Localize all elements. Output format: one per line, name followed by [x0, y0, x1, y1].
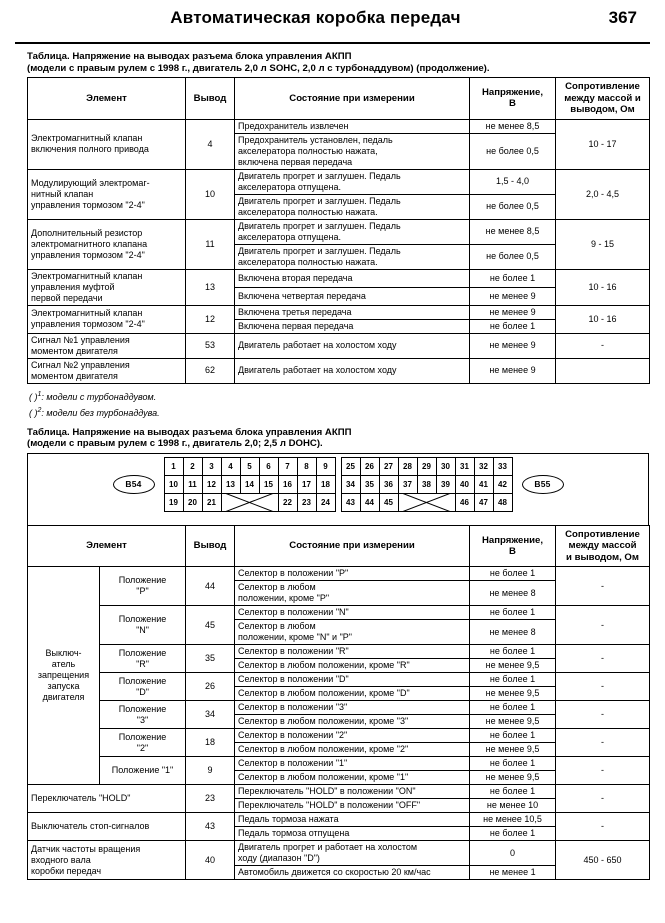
pin-cell: 6: [259, 457, 278, 475]
cell-condition: Педаль тормоза отпущена: [235, 827, 470, 841]
cell-pin: 12: [186, 305, 235, 333]
cell-subelement: Положение "P": [100, 567, 186, 606]
pin-cell: 9: [316, 457, 335, 475]
pin-cell: 17: [297, 475, 316, 493]
table-row: [28, 358, 650, 383]
table-row: [28, 841, 650, 866]
pin-cell: 4: [221, 457, 240, 475]
cell-condition: Селектор в положении "2": [235, 729, 470, 743]
cell-subelement: Положение "1": [100, 757, 186, 785]
table-row: [28, 729, 650, 743]
pin-cell: 47: [474, 493, 493, 511]
cell-condition: Селектор в любом положении, кроме "1": [235, 771, 470, 785]
cell-condition: Двигатель прогрет и заглушен. Педаль акселератора отпущена.: [235, 219, 470, 244]
b54-pin-rows: [164, 457, 335, 511]
table-row: [28, 269, 650, 287]
table-row: [28, 757, 650, 771]
cell-voltage: не более 1: [470, 567, 556, 581]
cell-pin: 9: [186, 757, 235, 785]
col-header-condition: Состояние при измерении: [235, 78, 470, 120]
cell-condition: Селектор в любом положении, кроме "N" и "P": [235, 620, 470, 645]
table1-footnotes: [29, 388, 650, 420]
pin-cell: 35: [360, 475, 379, 493]
table-row: [28, 305, 650, 319]
cell-condition: Включена первая передача: [235, 319, 470, 333]
col-header-pin-2: Вывод: [186, 525, 235, 567]
table1-header-row: [28, 78, 650, 120]
cell-condition: Двигатель работает на холостом ходу: [235, 333, 470, 358]
cell-condition: Селектор в положении "P": [235, 567, 470, 581]
pin-cell: 29: [417, 457, 436, 475]
cell-condition: Селектор в любом положении, кроме "3": [235, 715, 470, 729]
cell-voltage: не менее 8: [470, 581, 556, 606]
cell-resistance: -: [556, 333, 650, 358]
cell-resistance: 9 - 15: [556, 219, 650, 269]
cell-resistance: -: [556, 645, 650, 673]
page-header: [15, 0, 650, 40]
table-row: [28, 673, 650, 687]
cell-voltage: не более 1: [470, 606, 556, 620]
cell-subelement: Положение "3": [100, 701, 186, 729]
cell-element: Сигнал №2 управления моментом двигателя: [28, 358, 186, 383]
cell-resistance: 10 - 17: [556, 119, 650, 169]
cell-condition: Переключатель "HOLD" в положении "OFF": [235, 799, 470, 813]
pin-cell: 2: [183, 457, 202, 475]
table-row: [28, 645, 650, 659]
cell-voltage: не более 1: [470, 269, 556, 287]
cell-voltage: не более 1: [470, 673, 556, 687]
pin-cell: 45: [379, 493, 398, 511]
cell-condition: Селектор в любом положении, кроме "D": [235, 687, 470, 701]
table-acc-voltages-dohc: [27, 525, 650, 881]
pin-cell: 48: [493, 493, 512, 511]
pin-cell: 20: [183, 493, 202, 511]
pin-cell: 33: [493, 457, 512, 475]
col-header-element-2: Элемент: [28, 525, 186, 567]
pin-cell: 43: [341, 493, 360, 511]
table2-body: [28, 567, 650, 880]
table-row: [28, 701, 650, 715]
pin-row: [164, 457, 335, 475]
cell-element: Модулирующий электромаг- нитный клапан управления тормозом "2-4": [28, 169, 186, 219]
cell-condition: Включена вторая передача: [235, 269, 470, 287]
connector-pinout-diagram: [27, 453, 649, 525]
pin-cell: 37: [398, 475, 417, 493]
page-number: 367: [608, 8, 637, 27]
cell-condition: Включена четвертая передача: [235, 287, 470, 305]
pin-cell: 3: [202, 457, 221, 475]
pin-cell: 39: [436, 475, 455, 493]
cell-pin: 40: [186, 841, 235, 880]
col-header-voltage: Напряжение, В: [470, 78, 556, 120]
cell-pin: 18: [186, 729, 235, 757]
cell-condition: Двигатель работает на холостом ходу: [235, 358, 470, 383]
table2-caption-line1: Таблица. Напряжение на выводах разъема блока управления АКПП: [27, 426, 352, 438]
pin-cell: 34: [341, 475, 360, 493]
pin-cell: 1: [164, 457, 183, 475]
cell-voltage: не менее 10,5: [470, 813, 556, 827]
table-row: [28, 333, 650, 358]
pin-cell: 25: [341, 457, 360, 475]
cell-voltage: не более 0,5: [470, 244, 556, 269]
cell-resistance: -: [556, 701, 650, 729]
cell-pin: 10: [186, 169, 235, 219]
pin-cell: 36: [379, 475, 398, 493]
table2-caption-line2: (модели с правым рулем с 1998 г., двигатель 2,0; 2,5 л DOHC).: [27, 438, 323, 450]
cell-condition: Селектор в положении "R": [235, 645, 470, 659]
pin-cell: 28: [398, 457, 417, 475]
cell-voltage: не более 1: [470, 757, 556, 771]
cell-element: Электромагнитный клапан включения полного привода: [28, 119, 186, 169]
footnote: ( )$^1$: модели с турбонаддувом.: [29, 390, 157, 402]
cell-resistance: -: [556, 606, 650, 645]
pin-row: [164, 475, 335, 493]
pin-cell: 18: [316, 475, 335, 493]
pin-cell: 19: [164, 493, 183, 511]
cell-resistance: 450 - 650: [556, 841, 650, 880]
cell-voltage: не более 0,5: [470, 133, 556, 169]
cell-resistance: 10 - 16: [556, 305, 650, 333]
cell-condition: Двигатель прогрет и работает на холостом ходу (диапазон "D"): [235, 841, 470, 866]
cell-element: Электромагнитный клапан управления тормозом "2-4": [28, 305, 186, 333]
table-row: [28, 169, 650, 194]
table-row: [28, 785, 650, 799]
pin-cell: 26: [360, 457, 379, 475]
pin-cell: 13: [221, 475, 240, 493]
cell-pin: 13: [186, 269, 235, 305]
pin-cell: 24: [316, 493, 335, 511]
cell-pin: 11: [186, 219, 235, 269]
connector-b54-pin-grid: [164, 457, 336, 512]
col-header-resistance: Сопротивление между массой и выводом, Ом: [556, 78, 650, 120]
cell-voltage: не менее 9: [470, 358, 556, 383]
col-header-element: Элемент: [28, 78, 186, 120]
cell-voltage: не более 1: [470, 785, 556, 799]
cell-subelement: Положение "N": [100, 606, 186, 645]
table-row: [28, 219, 650, 244]
pin-cell: 44: [360, 493, 379, 511]
pin-cell: 42: [493, 475, 512, 493]
cell-voltage: не более 1: [470, 729, 556, 743]
cell-resistance: [556, 358, 650, 383]
pin-cell: 8: [297, 457, 316, 475]
pin-cell: 41: [474, 475, 493, 493]
cell-voltage: не менее 8,5: [470, 119, 556, 133]
cell-voltage: не более 1: [470, 701, 556, 715]
pin-cell: 30: [436, 457, 455, 475]
pin-cell: 23: [297, 493, 316, 511]
col-header-resistance-2: Сопротивление между массой и выводом, Ом: [556, 525, 650, 567]
cell-condition: Селектор в любом положении, кроме "2": [235, 743, 470, 757]
cell-element: Сигнал №1 управления моментом двигателя: [28, 333, 186, 358]
pin-cell: 5: [240, 457, 259, 475]
cell-element: Дополнительный резистор электромагнитного клапана управления тормозом "2-4": [28, 219, 186, 269]
pin-cell: 38: [417, 475, 436, 493]
cell-voltage: не менее 8,5: [470, 219, 556, 244]
pin-cell: 32: [474, 457, 493, 475]
connector-b55-pin-grid: [341, 457, 513, 512]
cell-pin: 62: [186, 358, 235, 383]
cell-voltage: не более 0,5: [470, 194, 556, 219]
table-acc-voltages-sohc: [27, 77, 650, 384]
page-title: Автоматическая коробка передач: [170, 8, 461, 27]
pin-cell: 22: [278, 493, 297, 511]
cell-voltage: не менее 8: [470, 620, 556, 645]
pin-cell: 10: [164, 475, 183, 493]
pin-row: [341, 475, 512, 493]
cell-resistance: -: [556, 673, 650, 701]
cell-condition: Педаль тормоза нажата: [235, 813, 470, 827]
cell-voltage: не менее 9: [470, 305, 556, 319]
table1-caption-line1: Таблица. Напряжение на выводах разъема блока управления АКПП: [27, 51, 352, 62]
pin-cell: 40: [455, 475, 474, 493]
cell-voltage: не более 1: [470, 827, 556, 841]
cell-group-label: Выключ- атель запрещения запуска двигателя: [28, 567, 100, 785]
footnote: ( )$^2$: модели без турбонаддува.: [29, 406, 160, 418]
cell-resistance: -: [556, 757, 650, 785]
cell-pin: 4: [186, 119, 235, 169]
cell-voltage: не менее 9,5: [470, 687, 556, 701]
pin-cell: 11: [183, 475, 202, 493]
cell-condition: Предохранитель установлен, педаль акселератора полностью нажата, включена первая передача: [235, 133, 470, 169]
cell-voltage: не менее 9: [470, 333, 556, 358]
pin-row: [341, 457, 512, 475]
table-row: [28, 813, 650, 827]
cell-pin: 34: [186, 701, 235, 729]
cell-pin: 23: [186, 785, 235, 813]
cell-condition: Селектор в любом положении, кроме "P": [235, 581, 470, 606]
cell-subelement: Положение "R": [100, 645, 186, 673]
cell-voltage: не менее 9,5: [470, 771, 556, 785]
pin-cell: 31: [455, 457, 474, 475]
cell-voltage: 1,5 - 4,0: [470, 169, 556, 194]
cell-condition: Двигатель прогрет и заглушен. Педаль акселератора отпущена.: [235, 169, 470, 194]
cell-element: Электромагнитный клапан управления муфтой первой передачи: [28, 269, 186, 305]
cell-pin: 43: [186, 813, 235, 841]
cell-condition: Селектор в положении "D": [235, 673, 470, 687]
cell-element: Датчик частоты вращения входного вала коробки передач: [28, 841, 186, 880]
cell-voltage: не менее 9,5: [470, 659, 556, 673]
table-row: [28, 606, 650, 620]
pin-blank-crossed: [398, 493, 455, 511]
table2-caption: [27, 427, 650, 450]
cell-condition: Селектор в любом положении, кроме "R": [235, 659, 470, 673]
cell-voltage: 0: [470, 841, 556, 866]
pin-cell: 16: [278, 475, 297, 493]
table-row: [28, 119, 650, 133]
cell-condition: Предохранитель извлечен: [235, 119, 470, 133]
cell-resistance: -: [556, 567, 650, 606]
pin-cell: 12: [202, 475, 221, 493]
col-header-voltage-2: Напряжение, В: [470, 525, 556, 567]
b55-pin-rows: [341, 457, 512, 511]
cell-voltage: не более 1: [470, 319, 556, 333]
pin-cell: 7: [278, 457, 297, 475]
cell-condition: Двигатель прогрет и заглушен. Педаль акселератора полностью нажата.: [235, 194, 470, 219]
pin-cell: 15: [259, 475, 278, 493]
cell-condition: Селектор в положении "3": [235, 701, 470, 715]
cell-pin: 45: [186, 606, 235, 645]
cell-condition: Включена третья передача: [235, 305, 470, 319]
cell-condition: Переключатель "HOLD" в положении "ON": [235, 785, 470, 799]
cell-voltage: не более 1: [470, 645, 556, 659]
cell-element: Переключатель "HOLD": [28, 785, 186, 813]
cell-pin: 44: [186, 567, 235, 606]
table1-body: [28, 119, 650, 383]
col-header-pin: Вывод: [186, 78, 235, 120]
table1-caption: [27, 51, 650, 74]
pin-blank-crossed: [221, 493, 278, 511]
pin-cell: 27: [379, 457, 398, 475]
cell-resistance: -: [556, 813, 650, 841]
pin-cell: 21: [202, 493, 221, 511]
header-divider: [15, 42, 650, 44]
pin-cell: 46: [455, 493, 474, 511]
cell-condition: Автомобиль движется со скоростью 20 км/час: [235, 866, 470, 880]
pin-row: [164, 493, 335, 511]
cell-voltage: не менее 10: [470, 799, 556, 813]
cell-resistance: 2,0 - 4,5: [556, 169, 650, 219]
table2-header-row: [28, 525, 650, 567]
cell-subelement: Положение "D": [100, 673, 186, 701]
col-header-condition-2: Состояние при измерении: [235, 525, 470, 567]
pin-cell: 14: [240, 475, 259, 493]
cell-voltage: не менее 9,5: [470, 715, 556, 729]
cell-condition: Селектор в положении "1": [235, 757, 470, 771]
pin-row: [341, 493, 512, 511]
cell-element: Выключатель стоп-сигналов: [28, 813, 186, 841]
cell-condition: Двигатель прогрет и заглушен. Педаль акселератора полностью нажата.: [235, 244, 470, 269]
cell-subelement: Положение "2": [100, 729, 186, 757]
cell-resistance: 10 - 16: [556, 269, 650, 305]
cell-pin: 53: [186, 333, 235, 358]
cell-pin: 35: [186, 645, 235, 673]
cell-resistance: -: [556, 785, 650, 813]
cell-condition: Селектор в положении "N": [235, 606, 470, 620]
cell-pin: 26: [186, 673, 235, 701]
cell-resistance: -: [556, 729, 650, 757]
cell-voltage: не менее 1: [470, 866, 556, 880]
cell-voltage: не менее 9,5: [470, 743, 556, 757]
connector-label-b55: B55: [522, 475, 564, 494]
cell-voltage: не менее 9: [470, 287, 556, 305]
table1-caption-line2: (модели с правым рулем с 1998 г., двигатель 2,0 л SOHC, 2,0 л с турбонаддувом) (продолжение).: [27, 62, 490, 74]
connector-label-b54: B54: [113, 475, 155, 494]
table-row: [28, 567, 650, 581]
